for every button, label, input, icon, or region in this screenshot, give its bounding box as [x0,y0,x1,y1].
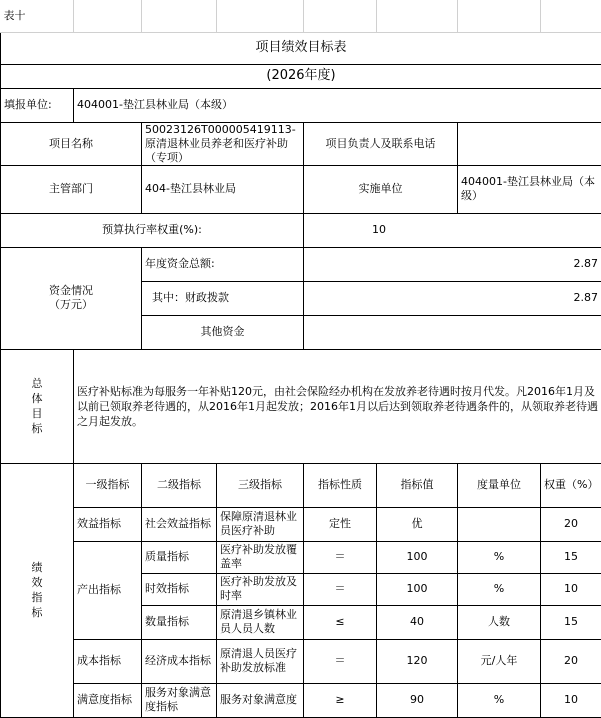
row-unit: % [458,683,541,717]
row-level3: 医疗补助发放覆盖率 [217,541,304,573]
row-level2: 经济成本指标 [142,639,217,683]
grid-cell [541,0,601,32]
grid-cell [458,0,541,32]
goal-label [1,349,74,463]
budget-weight-value: 10 [304,213,601,247]
table-title: 项目绩效目标表 [1,32,601,64]
funds-label: 资金情况 （万元） [1,247,142,349]
row-level2: 服务对象满意度指标 [142,683,217,717]
row-nature: ＝ [304,639,377,683]
row-nature: 定性 [304,507,377,541]
row-weight: 10 [541,573,601,605]
row-level3: 原清退乡镇林业员人员人数 [217,605,304,639]
row-weight: 20 [541,639,601,683]
row-value: 100 [377,541,458,573]
unit-value: 404001-垫江县林业局（本级） [74,88,601,122]
row-weight: 15 [541,541,601,573]
row-weight: 15 [541,605,601,639]
row-unit: % [458,541,541,573]
grid-cell [304,0,377,32]
row-unit [458,507,541,541]
row-level3: 服务对象满意度 [217,683,304,717]
perf-label-text: 绩 效 指 标 [31,561,43,619]
header-weight: 权重（%） [541,463,601,507]
row-level3: 原清退人员医疗补助发放标准 [217,639,304,683]
row-unit: % [458,573,541,605]
funds-fiscal-label: 其中：财政拨款 [142,281,304,315]
funds-other-label: 其他资金 [142,315,304,349]
goal-text: 医疗补贴标准为每服务一年补贴120元，由社会保险经办机构在发放养老待遇时按月代发。凡2016年1月及以前已领取养老待遇的，从2016年1月起发放；2016年1月以后达到领取养老待遇条件的，从领取养老待遇之月起发放。 [74,349,601,463]
grid-cell [217,0,304,32]
row-level2: 数量指标 [142,605,217,639]
group-level1: 产出指标 [74,541,142,639]
row-level2: 时效指标 [142,573,217,605]
group-level1: 成本指标 [74,639,142,683]
project-name-label: 项目名称 [1,122,142,165]
grid-cell [74,0,142,32]
project-name-value: 50023126T000005419113-原清退林业员养老和医疗补助（专项） [142,122,304,165]
row-value: 120 [377,639,458,683]
sheet-label: 表十 [1,0,74,32]
group-level1: 效益指标 [74,507,142,541]
row-level3: 医疗补助发放及时率 [217,573,304,605]
header-level1: 一级指标 [74,463,142,507]
unit-label: 填报单位: [1,88,74,122]
row-nature: ≤ [304,605,377,639]
row-level3: 保障原清退林业员医疗补助 [217,507,304,541]
row-value: 优 [377,507,458,541]
row-nature: ＝ [304,541,377,573]
grid-cell [142,0,217,32]
row-weight: 20 [541,507,601,541]
group-level1: 满意度指标 [74,683,142,717]
funds-total-label: 年度资金总额: [142,247,304,281]
row-value: 100 [377,573,458,605]
header-level3: 三级指标 [217,463,304,507]
header-unit: 度量单位 [458,463,541,507]
funds-fiscal-value: 2.87 [304,281,601,315]
impl-label: 实施单位 [304,165,458,213]
impl-value: 404001-垫江县林业局（本级） [458,165,601,213]
funds-total-value: 2.87 [304,247,601,281]
dept-label: 主管部门 [1,165,142,213]
row-nature: ＝ [304,573,377,605]
project-leader-value [458,122,601,165]
perf-label [1,463,74,717]
row-unit: 元/人年 [458,639,541,683]
row-value: 90 [377,683,458,717]
header-nature: 指标性质 [304,463,377,507]
header-value: 指标值 [377,463,458,507]
grid-cell [377,0,458,32]
row-level2: 质量指标 [142,541,217,573]
goal-label-text: 总 体 目 标 [31,377,43,435]
row-value: 40 [377,605,458,639]
project-leader-label: 项目负责人及联系电话 [304,122,458,165]
budget-weight-label: 预算执行率权重(%): [1,213,304,247]
funds-other-value [304,315,601,349]
row-level2: 社会效益指标 [142,507,217,541]
table-year: (2026年度) [1,64,601,88]
row-unit: 人数 [458,605,541,639]
row-weight: 10 [541,683,601,717]
header-level2: 二级指标 [142,463,217,507]
row-nature: ≥ [304,683,377,717]
dept-value: 404-垫江县林业局 [142,165,304,213]
